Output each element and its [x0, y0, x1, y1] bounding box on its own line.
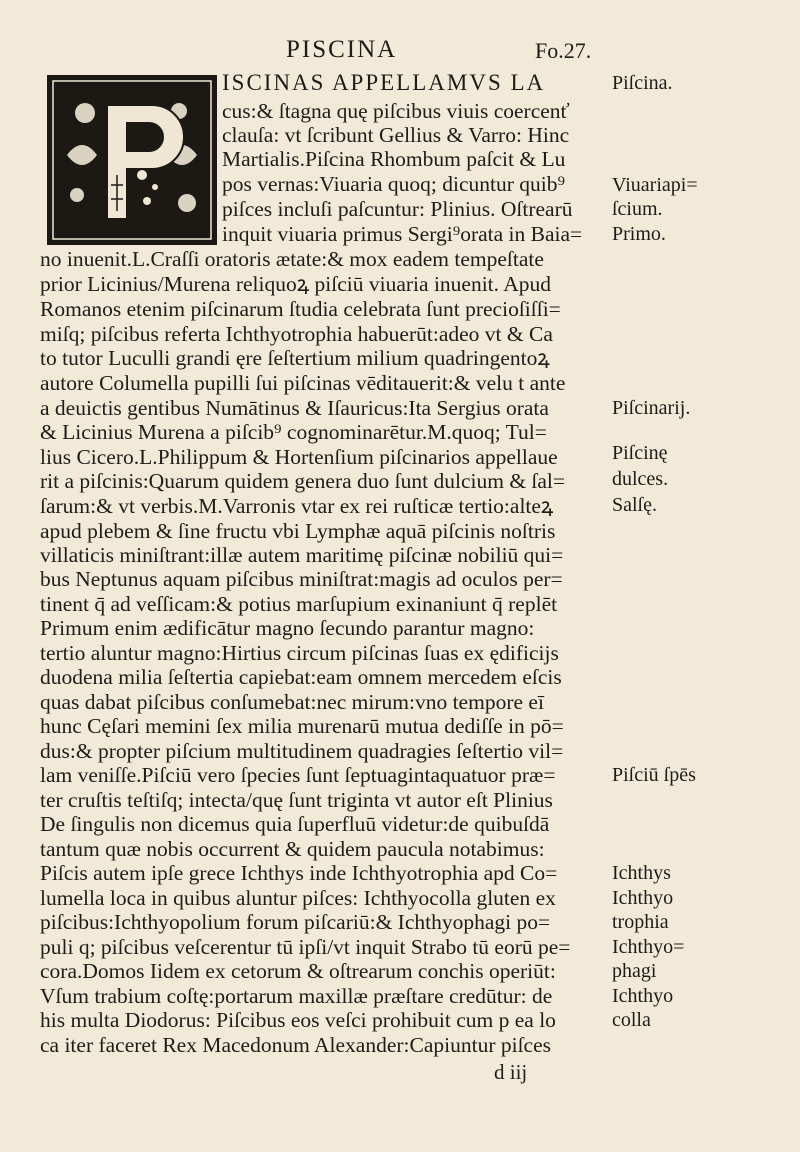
text-line: Romanos etenim piſcinarum ſtudia celebrata ſunt precioſiſſi=: [40, 297, 561, 321]
folio-number: Fo.27.: [535, 38, 592, 63]
text-line: Piſcis autem ipſe grece Ichthys inde Ichthyotrophia apd Co=: [40, 861, 558, 885]
text-line: autore Columella pupilli ſui piſcinas vēditauerit:& velu t ante: [40, 371, 566, 395]
text-line: ter cruſtis teſtiſq; intecta/quę ſunt triginta vt autor eſt Plinius: [40, 788, 553, 812]
margin-note: Piſciū ſpēs: [612, 764, 696, 786]
text-line: puli q; piſcibus veſcerentur tū ipſi/vt inquit Strabo tū eorū pe=: [40, 935, 571, 959]
text-line: hunc Cęſari memini ſex milia murenarū mutua dediſſe in pō=: [40, 714, 564, 738]
text-line: a deuictis gentibus Numātinus & Iſauricus:Ita Sergius orata: [40, 396, 549, 420]
text-line: lam veniſſe.Piſciū vero ſpecies ſunt ſeptuagintaquatuor præ=: [40, 763, 556, 787]
text-line: lius Cicero.L.Philippum & Hortenſium piſcinarios appellaue: [40, 445, 558, 469]
margin-note: dulces.: [612, 468, 669, 490]
margin-note: Ichthys: [612, 862, 671, 884]
margin-note: Piſcina.: [612, 72, 673, 94]
text-line: cus:& ſtagna quę piſcibus viuis coercenť: [222, 99, 570, 123]
decorated-initial-letter-icon: [47, 75, 217, 245]
text-line: piſces incluſi paſcuntur: Plinius. Oſtrearū: [222, 197, 573, 221]
text-line: Vſum trabium coſtę:portarum maxillæ præſtare credūtur: de: [40, 984, 553, 1008]
text-line: ca iter faceret Rex Macedonum Alexander:Capiuntur piſces: [40, 1033, 552, 1057]
text-line: miſq; piſcibus referta Ichthyotrophia habuerūt:adeo vt & Ca: [40, 322, 553, 346]
text-line: prior Licinius/Murena reliquoꝝ piſciū viuaria inuenit. Apud: [40, 272, 552, 296]
text-line: piſcibus:Ichthyopolium forum piſcariū:& Ichthyophagi po=: [40, 910, 551, 934]
text-line: quas dabat piſcibus conſumebat:nec mirum:vno tempore eī: [40, 690, 544, 714]
text-line: De ſingulis non dicemus quia ſuperfluū videtur:de quibuſdā: [40, 812, 550, 836]
margin-note: Piſcinę: [612, 442, 668, 464]
text-line: rit a piſcinis:Quarum quidem genera duo ſunt dulcium & ſal=: [40, 469, 566, 493]
running-title: PISCINA: [286, 36, 398, 63]
text-line: villaticis miniſtrant:illæ autem maritimę piſcinæ nobiliū qui=: [40, 543, 564, 567]
text-line: ISCINAS APPELLAMVS LA: [222, 70, 546, 95]
margin-note: Viuariapi=: [612, 174, 698, 196]
text-line: lumella loca in quibus aluntur piſces: Ichthyocolla gluten ex: [40, 886, 556, 910]
text-line: & Licinius Murena a piſcib⁹ cognominarētur.M.quoq; Tul=: [40, 420, 547, 444]
text-line: tertio aluntur magno:Hirtius circum piſcinas ſuas ex ędificijs: [40, 641, 559, 665]
text-line: Martialis.Piſcina Rhombum paſcit & Lu: [222, 147, 566, 171]
margin-note: colla: [612, 1009, 651, 1031]
margin-note: Ichthyo: [612, 887, 674, 909]
text-line: duodena milia ſeſtertia capiebat:eam omnem mercedem eſcis: [40, 665, 562, 689]
text-line: his multa Diodorus: Piſcibus eos veſci prohibuit cum p ea lo: [40, 1008, 556, 1032]
signature-mark: d iij: [494, 1060, 528, 1084]
text-line: ſarum:& vt verbis.M.Varronis vtar ex rei ruſticæ tertio:alteꝝ: [40, 494, 554, 518]
text-line: to tutor Luculli grandi ęre ſeſtertium milium quadringentoꝝ: [40, 346, 550, 370]
text-line: tantum quæ nobis occurrent & quidem paucula notabimus:: [40, 837, 545, 861]
text-line: cora.Domos Iidem ex cetorum & oſtrearum conchis operiūt:: [40, 959, 556, 983]
margin-note: Piſcinarij.: [612, 397, 691, 419]
text-line: bus Neptunus aquam piſcibus miniſtrat:magis ad oculos per=: [40, 567, 563, 591]
text-line: no inuenit.L.Craſſi oratoris ætate:& mox eadem tempeſtate: [40, 247, 544, 271]
margin-note: Salſę.: [612, 494, 657, 516]
margin-note: ſcium.: [612, 198, 663, 220]
text-line: apud plebem & ſine fructu vbi Lymphæ aquā piſcinis noſtris: [40, 519, 556, 543]
margin-note: Ichthyo: [612, 985, 674, 1007]
text-line: pos vernas:Viuaria quoq; dicuntur quib⁹: [222, 172, 565, 196]
text-line: dus:& propter piſcium multitudinem quadragies ſeſtertio vil=: [40, 739, 564, 763]
text-line: clauſa: vt ſcribunt Gellius & Varro: Hinc: [222, 123, 570, 147]
text-line: tinent q̄ ad veſſicam:& potius marſupium exinaniunt q̄ replēt: [40, 592, 558, 616]
text-line: Primum enim ædificātur magno ſecundo parantur magno:: [40, 616, 535, 640]
margin-note: Primo.: [612, 223, 666, 245]
margin-note: Ichthyo=: [612, 936, 685, 958]
margin-note: phagi: [612, 960, 657, 982]
page-header: [0, 36, 800, 66]
margin-note: trophia: [612, 911, 669, 933]
text-line: inquit viuaria primus Sergi⁹orata in Baia=: [222, 222, 583, 246]
